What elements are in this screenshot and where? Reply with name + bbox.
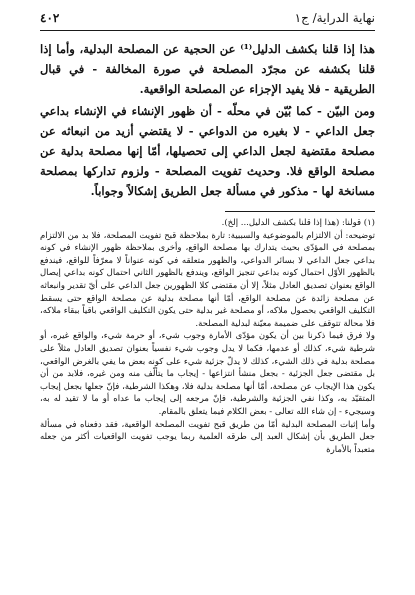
- running-title: نهاية الدراية/ ج١: [294, 11, 375, 25]
- footnote-paragraph: توضيحه: أن الالتزام بالموضوعية والسببية: تارة بملاحظة قبح تفويت المصلحة، فلا بد من الالتزام بمصلحة في المؤدّى بحيث يتدارك بها مصلحة الواقع، وأخرى بملاحظة ظهور الإنشاء في كونه بداعي جعل الداعي لا بسائر الدواعي، والظهور متعلقه في كونه عنواناً لا معرّفاً للواقع، فيندفع بالظهور الأوّل احتمال كونه بداعي تنجيز الواقع، ويندفع بالظهور الثاني احتمال كونه بداعي إيصال الواقع بعنوان تصديق العادل مثلاً، إلا أن مقتضى كلا الظهورين جعل الداعي على أيّ تقدير وانبعاثه عن مصلحة زائدة عن مصلحة الواقع، أمّا أنها مصلحة بدلية عن مصلحة الواقع حتى يسقط التكليف الواقعي بحصول ملاكه، أو مصلحة غير بدلية حتى يكون التكليف الواقعي باقياً ببقاء ملاكه، فلا محالة تتوقف على ضميمة معيّنة لبدلية المصلحة.: [40, 230, 375, 329]
- footnote-paragraph: ولا فرق فيما ذكرنا بين أن يكون مؤدّى الأمارة وجوب شيء، أو حرمة شيء، والواقع غيره، أو شرطية شيء، كذلك أو عدمها، فكما لا يدل وجوب شيء نفسياً بعنوان تصديق العادل مثلاً على مصلحة بدلية في ذلك الشيء، كذلك لا يدلّ جزئية شيء على كونه بعض ما يفي بالغرض الواقعي، بل مقتضى جعل الجزئية - بجعل منشأ انتزاعها - إيجاب ما يتألّف منه ومن غيره، فلابد من أن يكون هذا الإيجاب عن مصلحة، أمّا أنها مصلحة بدلية فلا، وهكذا الشرطية، فإنّ جعلها بجعل إيجاب المتقيّد به، وكذا نفي الجزئية والشرطية، فإنّ مرجعه إلى إيجاب ما عداه أو ما لا تقيد له به، وسيجيء - إن شاء الله تعالى - بعض الكلام فيما يتعلق بالمقام.: [40, 331, 375, 417]
- footnotes: [40, 217, 375, 456]
- footnote-paragraph: وأما إثبات المصلحة البدلية أمّا من طريق قبح تفويت المصلحة الواقعية، فقد دفعناه في مسألة جعل الطريق بأن إشكال العبد إلى طرقه العلمية ربما يوجب تفويت الواقعيات أكثر من جعله متعبداً بالأمارة: [40, 419, 375, 455]
- header-rule: [40, 30, 375, 31]
- main-paragraph: هذا إذا قلنا بكشف الدليل⁽¹⁾ عن الحجية عن المصلحة البدلية، وأما إذا قلنا بكشفه عن مجرّد المصلحة في صورة المخالفة - في قبال الطريقية - فلا يفيد الإجزاء عن المصلحة الواقعية.: [40, 42, 375, 96]
- footnote-reference: (١) قولنا: (هذا إذا قلنا بكشف الدليل... إلخ).: [221, 218, 375, 228]
- page-number: ٤٠٢: [40, 11, 60, 25]
- footnote-separator: [225, 211, 375, 212]
- main-text: [40, 39, 375, 201]
- page-header: [40, 8, 375, 28]
- main-paragraph: ومن البيّن - كما بُيّن في محلّه - أن ظهور الإنشاء في الإنشاء بداعي جعل الداعي - لا بغيره من الدواعي - لا يقتضي أزيد من انبعاثه عن مصلحة مقتضية لجعل الداعي إلى تحصيلها، أمّا إنها مصلحة بدلية عن مصلحة الواقع فلا. وحديث تفويت المصلحة - ولزوم تداركها بمصلحة مسانخة لها - مذكور في مسألة جعل الطريق إشكالاً وجواباً.: [40, 104, 375, 198]
